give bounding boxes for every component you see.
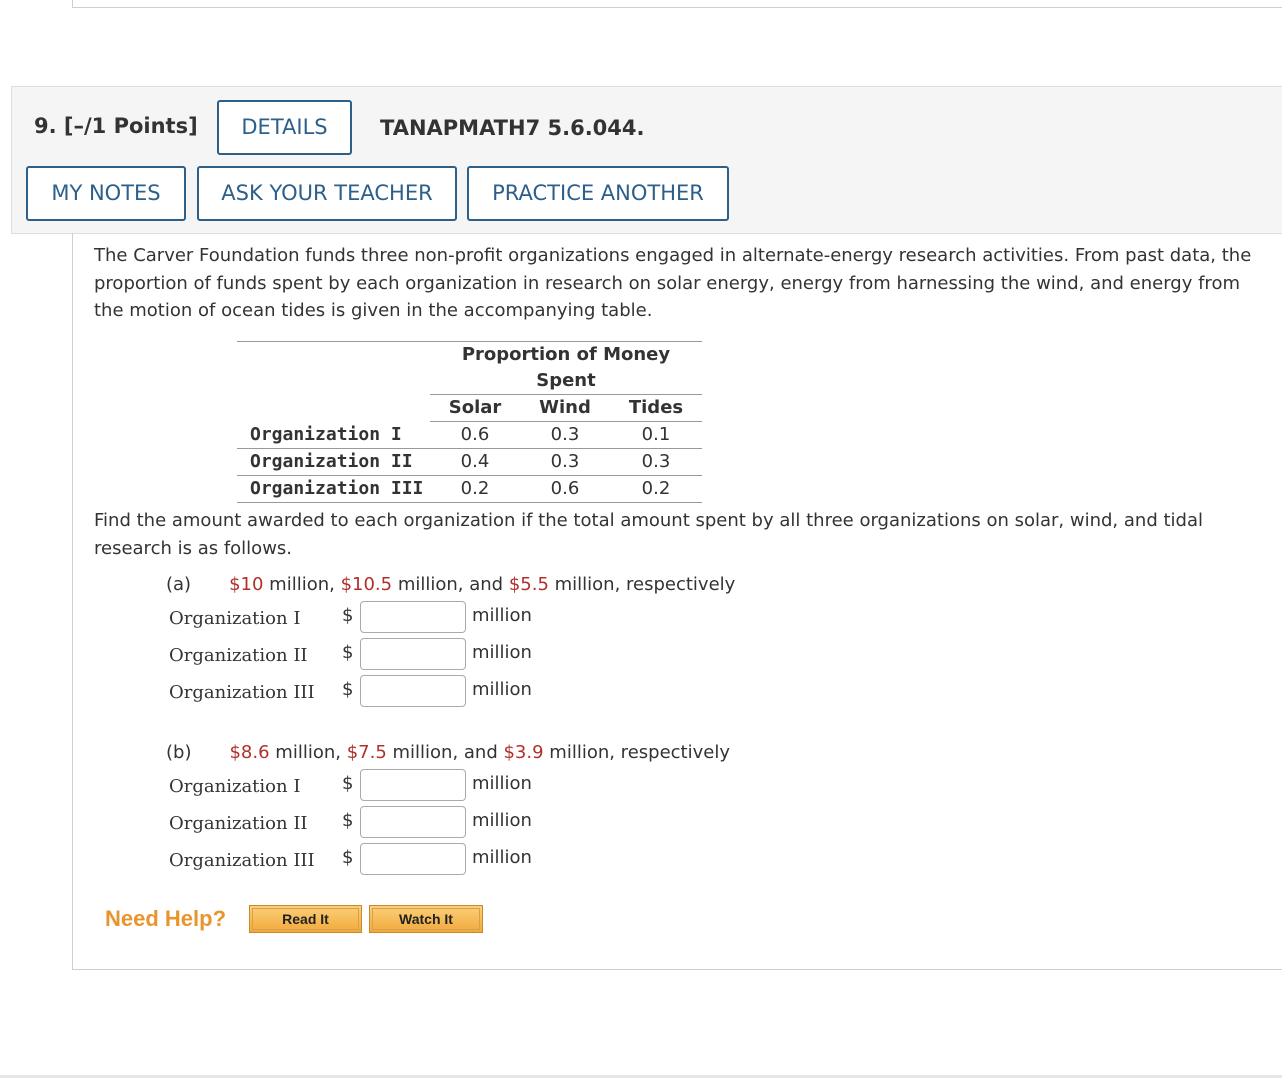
part-b-org-2-answer-input[interactable] bbox=[360, 806, 466, 838]
part-a-text-3: million, respectively bbox=[548, 574, 736, 595]
dollar-sign: $ bbox=[342, 679, 354, 700]
row-label: Organization II bbox=[237, 449, 430, 476]
read-it-button[interactable]: Read It bbox=[249, 905, 362, 933]
find-paragraph: Find the amount awarded to each organization if the total amount spent by all three organizations on solar, wind, and tidal research is as follows. bbox=[94, 510, 1203, 559]
bottom-divider bbox=[0, 1075, 1282, 1078]
row-label: Organization I bbox=[237, 422, 430, 449]
part-a-value-3: $5.5 bbox=[508, 574, 549, 595]
intro-paragraph: The Carver Foundation funds three non-profit organizations engaged in alternate-energy research activities. From past data, the proportion of funds spent by each organization in research on solar energy, energy from harnessing the wind, and energy from the motion of ocean tides is given in the accompanying table. bbox=[94, 245, 1252, 321]
part-a-label: (a) bbox=[166, 574, 192, 595]
watch-it-button[interactable]: Watch It bbox=[369, 905, 483, 933]
part-a-value-1: $10 bbox=[229, 574, 264, 595]
part-b-value-1: $8.6 bbox=[229, 742, 270, 763]
part-a-org-3-answer-input[interactable] bbox=[360, 675, 466, 707]
part-a-org-2-answer-input[interactable] bbox=[360, 638, 466, 670]
table-row bbox=[237, 476, 702, 503]
part-b-text-1: million, bbox=[269, 742, 347, 763]
column-header-wind: Wind bbox=[520, 395, 610, 422]
details-button[interactable]: DETAILS bbox=[217, 100, 352, 155]
part-a-prompt bbox=[166, 574, 735, 595]
table-cell: 0.3 bbox=[520, 449, 610, 476]
part-a-text-1: million, bbox=[263, 574, 341, 595]
column-header-solar: Solar bbox=[430, 395, 520, 422]
unit-label: million bbox=[472, 773, 532, 794]
table-row bbox=[237, 449, 702, 476]
table-cell: 0.2 bbox=[610, 476, 702, 503]
question-content bbox=[72, 233, 1282, 970]
table-cell: 0.4 bbox=[430, 449, 520, 476]
unit-label: million bbox=[472, 679, 532, 700]
table-cell: 0.6 bbox=[520, 476, 610, 503]
column-header-tides: Tides bbox=[610, 395, 702, 422]
ask-your-teacher-button[interactable]: ASK YOUR TEACHER bbox=[197, 166, 457, 221]
part-a-value-2: $10.5 bbox=[340, 574, 393, 595]
part-a-row-2-label: Organization II bbox=[169, 645, 308, 666]
unit-label: million bbox=[472, 810, 532, 831]
table-cell: 0.1 bbox=[610, 422, 702, 449]
part-a-text-2: million, and bbox=[392, 574, 509, 595]
part-b-org-1-answer-input[interactable] bbox=[360, 769, 466, 801]
part-b-text-3: million, respectively bbox=[543, 742, 730, 763]
part-b-text-2: million, and bbox=[386, 742, 504, 763]
question-header bbox=[11, 86, 1282, 234]
part-b-label: (b) bbox=[166, 742, 192, 763]
unit-label: million bbox=[472, 642, 532, 663]
part-b-prompt bbox=[166, 742, 730, 763]
part-a-row-3-label: Organization III bbox=[169, 682, 315, 703]
practice-another-button[interactable]: PRACTICE ANOTHER bbox=[467, 166, 729, 221]
dollar-sign: $ bbox=[342, 605, 354, 626]
part-b-row-3-label: Organization III bbox=[169, 850, 315, 871]
part-a-org-1-answer-input[interactable] bbox=[360, 601, 466, 633]
proportion-table bbox=[237, 341, 702, 503]
dollar-sign: $ bbox=[342, 773, 354, 794]
table-cell: 0.6 bbox=[430, 422, 520, 449]
part-b-row-1-label: Organization I bbox=[169, 776, 301, 797]
table-row bbox=[237, 422, 702, 449]
dollar-sign: $ bbox=[342, 642, 354, 663]
table-cell: 0.2 bbox=[430, 476, 520, 503]
table-cell: 0.3 bbox=[610, 449, 702, 476]
part-b-value-2: $7.5 bbox=[346, 742, 387, 763]
row-label: Organization III bbox=[237, 476, 430, 503]
unit-label: million bbox=[472, 847, 532, 868]
need-help-label: Need Help? bbox=[105, 906, 227, 931]
part-a-row-1-label: Organization I bbox=[169, 608, 301, 629]
table-title: Proportion of Money Spent bbox=[430, 342, 702, 395]
question-code: TANAPMATH7 5.6.044. bbox=[380, 116, 645, 140]
dollar-sign: $ bbox=[342, 847, 354, 868]
table-cell: 0.3 bbox=[520, 422, 610, 449]
part-b-value-3: $3.9 bbox=[503, 742, 544, 763]
previous-question-frame bbox=[72, 0, 1282, 8]
part-b-org-3-answer-input[interactable] bbox=[360, 843, 466, 875]
my-notes-button[interactable]: MY NOTES bbox=[26, 166, 186, 221]
unit-label: million bbox=[472, 605, 532, 626]
question-number-points: 9. [–/1 Points] bbox=[34, 114, 198, 138]
part-b-row-2-label: Organization II bbox=[169, 813, 308, 834]
dollar-sign: $ bbox=[342, 810, 354, 831]
